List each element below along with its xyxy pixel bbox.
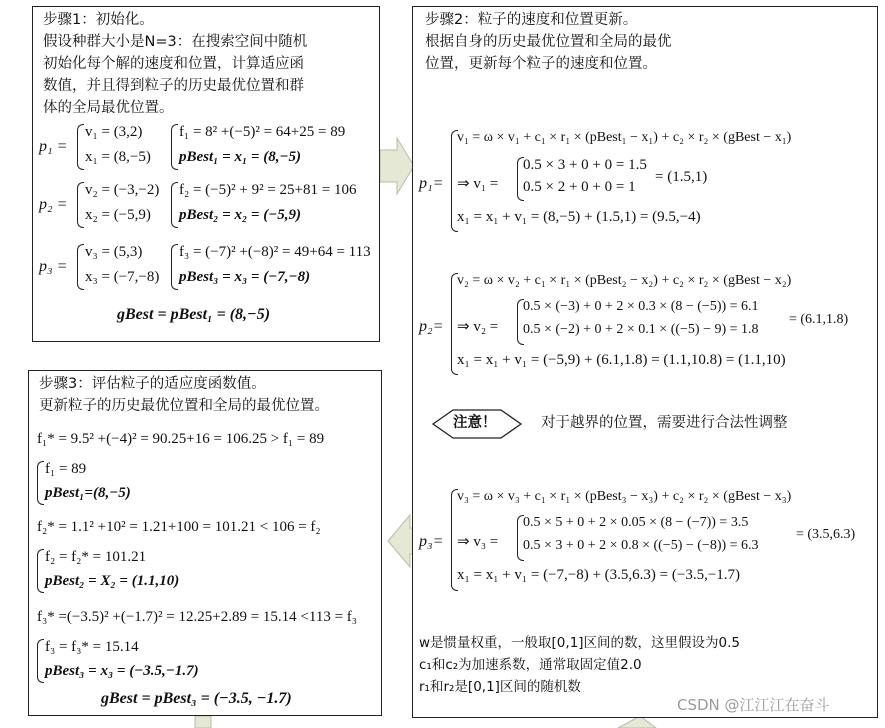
notice-text: 对于越界的位置，需要进行合法性调整 <box>541 415 788 431</box>
step2-desc-1: 根据自身的历史最优位置和全局的最优 <box>425 34 672 50</box>
p2-position: x₂ = (−5,9) <box>85 207 151 223</box>
s2-p3-arrow: ⇒ v₃ = <box>457 534 499 550</box>
step3-box <box>28 370 382 716</box>
step2-box <box>412 6 878 718</box>
s3-b3-brace <box>37 639 44 683</box>
p2-brace <box>77 182 84 228</box>
p2-label: p₂ = <box>39 196 68 213</box>
s2-p2-arrow: ⇒ v₂ = <box>457 319 499 335</box>
s3-b1-pbest: pBest₁=(8,−5) <box>45 485 131 501</box>
p1-fitness: f₁ = 8² +(−5)² = 64+25 = 89 <box>179 124 346 140</box>
p1-pbest: pBest₁ = x₁ = (8,−5) <box>179 149 302 165</box>
p1-position: x₁ = (8,−5) <box>85 149 151 165</box>
s3-f1-eval: f₁* = 9.5² +(−4)² = 90.25+16 = 106.25 > f₁ = 89 <box>37 431 325 447</box>
note-w: w是惯量权重，一般取[0,1]区间的数，这里假设为0.5 <box>419 635 741 651</box>
p1-fit-brace <box>171 124 178 170</box>
p2-fitness: f₂ = (−5)² + 9² = 25+81 = 106 <box>179 182 357 198</box>
notice-badge: 注意！ <box>453 415 497 431</box>
s2-p2-position: x₁ = x₁ + v₁ = (−5,9) + (6.1,1.8) = (1.1,10.8) = (1.1,10) <box>457 352 786 368</box>
s2-p2-result: = (6.1,1.8) <box>789 312 849 327</box>
s3-b2-pbest: pBest₂ = X₂ = (1.1,10) <box>45 573 180 589</box>
s3-f2-eval: f₂* = 1.1² +10² = 1.21+100 = 101.21 < 106 = f₂ <box>37 519 321 535</box>
s2-p2-eq: v₂ = ω × v₂ + c₁ × r₁ × (pBest₂ − x₂) + c₂ × r₂ × (gBest − x₂) <box>457 273 792 288</box>
p3-fit-brace <box>171 244 178 290</box>
s2-p3-calc1: 0.5 × 5 + 0 + 2 × 0.05 × (8 − (−7)) = 3.5 <box>523 515 749 530</box>
s2-p1-arrow: ⇒ v₁ = <box>457 176 499 192</box>
p1-brace <box>77 124 84 170</box>
step1-box <box>32 6 380 342</box>
p3-position: x₃ = (−7,−8) <box>85 269 160 285</box>
arrow-step3-down <box>195 716 211 728</box>
s2-p3-label: p₃= <box>419 533 444 550</box>
s2-p3-eq: v₃ = ω × v₃ + c₁ × r₁ × (pBest₃ − x₃) + c₂ × r₂ × (gBest − x₃) <box>457 489 792 504</box>
s2-p3-result: = (3.5,6.3) <box>796 527 856 542</box>
s2-p1-position: x₁ = x₁ + v₁ = (8,−5) + (1.5,1) = (9.5,−4) <box>457 209 701 225</box>
s2-p1-eq: v₁ = ω × v₁ + c₁ × r₁ × (pBest₁ − x₁) + c₂ × r₂ × (gBest − x₁) <box>457 130 792 145</box>
s2-p2-calc2: 0.5 × (−2) + 0 + 2 × 0.1 × ((−5) − 9) = 1.8 <box>523 322 759 337</box>
s2-p1-result: = (1.5,1) <box>655 169 708 185</box>
s3-b1-fitness: f₁ = 89 <box>45 461 87 477</box>
step2-title: 步骤2：粒子的速度和位置更新。 <box>425 12 638 28</box>
step3-title: 步骤3：评估粒子的适应度函数值。 <box>39 376 266 392</box>
step1-desc-2: 初始化每个解的速度和位置，计算适应函 <box>43 56 304 72</box>
arrow-step1-to-step2 <box>380 138 414 194</box>
note-c: c₁和c₂为加速系数，通常取固定值2.0 <box>419 657 642 673</box>
p1-velocity: v₁ = (3,2) <box>85 124 143 140</box>
p3-pbest: pBest₃ = x₃ = (−7,−8) <box>179 269 311 285</box>
p2-pbest: pBest₂ = x₂ = (−5,9) <box>179 207 302 223</box>
p1-label: p₁ = <box>39 138 68 155</box>
p3-velocity: v₃ = (5,3) <box>85 244 143 260</box>
p3-fitness: f₃ = (−7)² +(−8)² = 49+64 = 113 <box>179 244 371 260</box>
p2-velocity: v₂ = (−3,−2) <box>85 182 160 198</box>
step3-gbest: gBest = pBest₃ = (−3.5, −1.7) <box>101 690 292 707</box>
p3-label: p₃ = <box>39 258 68 275</box>
s2-p3-calc2: 0.5 × 3 + 0 + 2 × 0.8 × ((−5) − (−8)) = 6.3 <box>523 538 759 553</box>
s2-p2-calc1: 0.5 × (−3) + 0 + 2 × 0.3 × (8 − (−5)) = 6.1 <box>523 299 759 314</box>
s2-p2-label: p₂= <box>419 318 444 335</box>
step1-desc-3: 数值，并且得到粒子的历史最优位置和群 <box>43 78 304 94</box>
step1-gbest: gBest = pBest₁ = (8,−5) <box>117 306 271 323</box>
s2-p3-position: x₁ = x₁ + v₁ = (−7,−8) + (3.5,6.3) = (−3.5,−1.7) <box>457 567 741 583</box>
step1-desc-4: 体的全局最优位置。 <box>43 100 174 116</box>
step2-desc-2: 位置，更新每个粒子的速度和位置。 <box>425 56 657 72</box>
step1-title: 步骤1：初始化。 <box>43 12 154 28</box>
watermark: CSDN @江江江在奋斗 <box>677 696 830 714</box>
s3-f3-eval: f₃* =(−3.5)² +(−1.7)² = 12.25+2.89 = 15.14 <113 = f₃ <box>37 609 358 625</box>
s2-p1-calc2: 0.5 × 2 + 0 + 0 = 1 <box>523 179 636 195</box>
note-r: r₁和r₂是[0,1]区间的随机数 <box>419 679 581 695</box>
step1-desc-1: 假设种群大小是N=3：在搜索空间中随机 <box>43 34 308 50</box>
s3-b3-pbest: pBest₃ = x₃ = (−3.5,−1.7) <box>45 663 199 679</box>
s2-p1-calc1: 0.5 × 3 + 0 + 0 = 1.5 <box>523 157 647 173</box>
s3-b3-fitness: f₃ = f₃* = 15.14 <box>45 639 139 655</box>
step3-desc: 更新粒子的历史最优位置和全局的最优位置。 <box>39 398 329 414</box>
s3-b1-brace <box>37 461 44 505</box>
s3-b2-fitness: f₂ = f₂* = 101.21 <box>45 549 147 565</box>
p2-fit-brace <box>171 182 178 228</box>
s3-b2-brace <box>37 549 44 593</box>
p3-brace <box>77 244 84 290</box>
s2-p1-label: p₁= <box>419 175 444 192</box>
